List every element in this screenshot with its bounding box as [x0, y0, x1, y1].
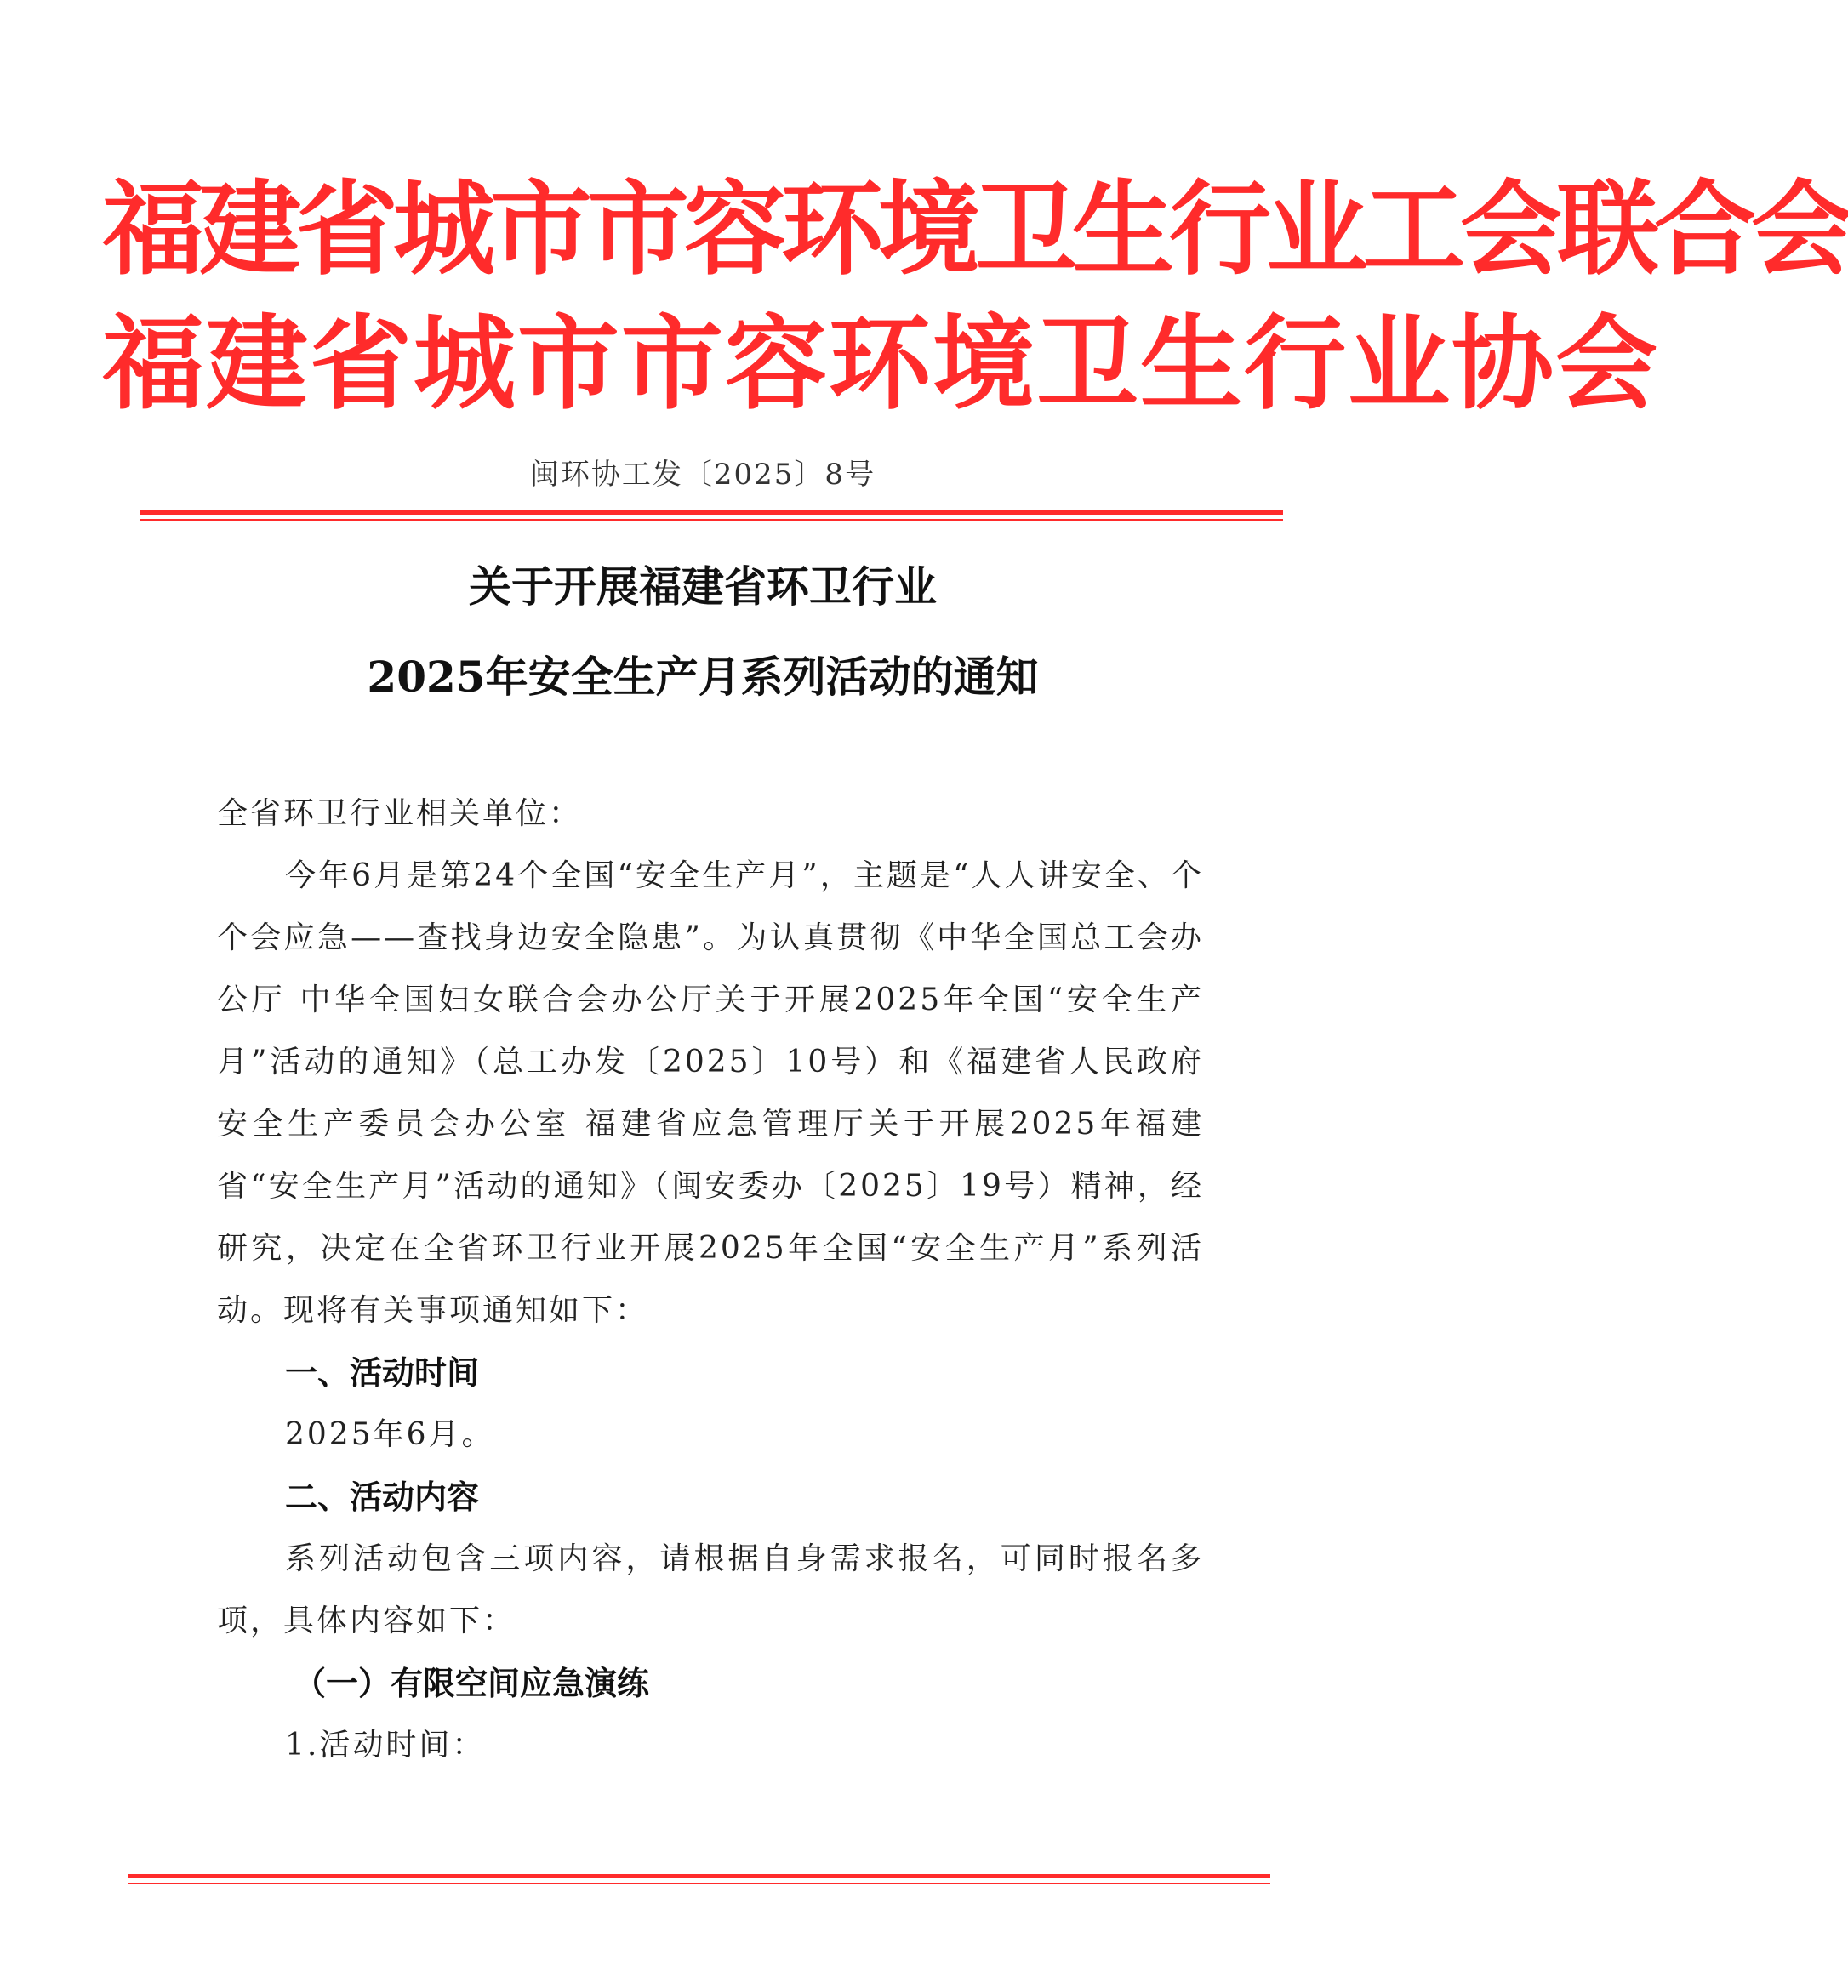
section-text-content: 系列活动包含三项内容，请根据自身需求报名，可同时报名多项，具体内容如下：: [217, 1541, 1204, 1638]
org-name-union: 福建省城市市容环境卫生行业工会联合会: [102, 169, 1848, 289]
document-title-line-1: 关于开展福建省环卫行业: [469, 561, 937, 612]
section-heading-content: 二、活动内容: [285, 1478, 480, 1516]
header-divider-thin: [140, 519, 1283, 521]
footer-divider: [128, 1874, 1270, 1878]
section-heading-time: 一、活动时间: [285, 1353, 480, 1392]
item-label-time: 1.活动时间：: [285, 1728, 486, 1763]
intro-paragraph: 今年6月是第24个全国“安全生产月”，主题是“人人讲安全、个个会应急——查找身边安全隐患”。为认真贯彻《中华全国总工会办公厅 中华全国妇女联合会办公厅关于开展2025年全国“安全生产月”活动的通知》（总工办发〔2025〕10号）和《福建省人民政府安全生产委员会办公室 福建省应急管理厅关于开展2025年福建省“安全生产月”活动的通知》（闽安委办〔2025〕19号）精神，经研究，决定在全省环卫行业开展2025年全国“安全生产月”系列活动。现将有关事项通知如下：: [217, 858, 1204, 1328]
footer-divider-thin: [128, 1883, 1270, 1884]
document-body: [217, 783, 1204, 1776]
subsection-heading-drill: （一）有限空间应急演练: [294, 1664, 650, 1702]
org-name-association: 福建省城市市容环境卫生行业协会: [102, 304, 1659, 424]
document-number: 闽环协工发〔2025〕8号: [529, 458, 876, 492]
header-divider: [140, 510, 1283, 515]
section-text-time: 2025年6月。: [285, 1417, 495, 1452]
document-title-line-2: 2025年安全生产月系列活动的通知: [367, 652, 1039, 702]
salutation: 全省环卫行业相关单位：: [217, 796, 583, 831]
